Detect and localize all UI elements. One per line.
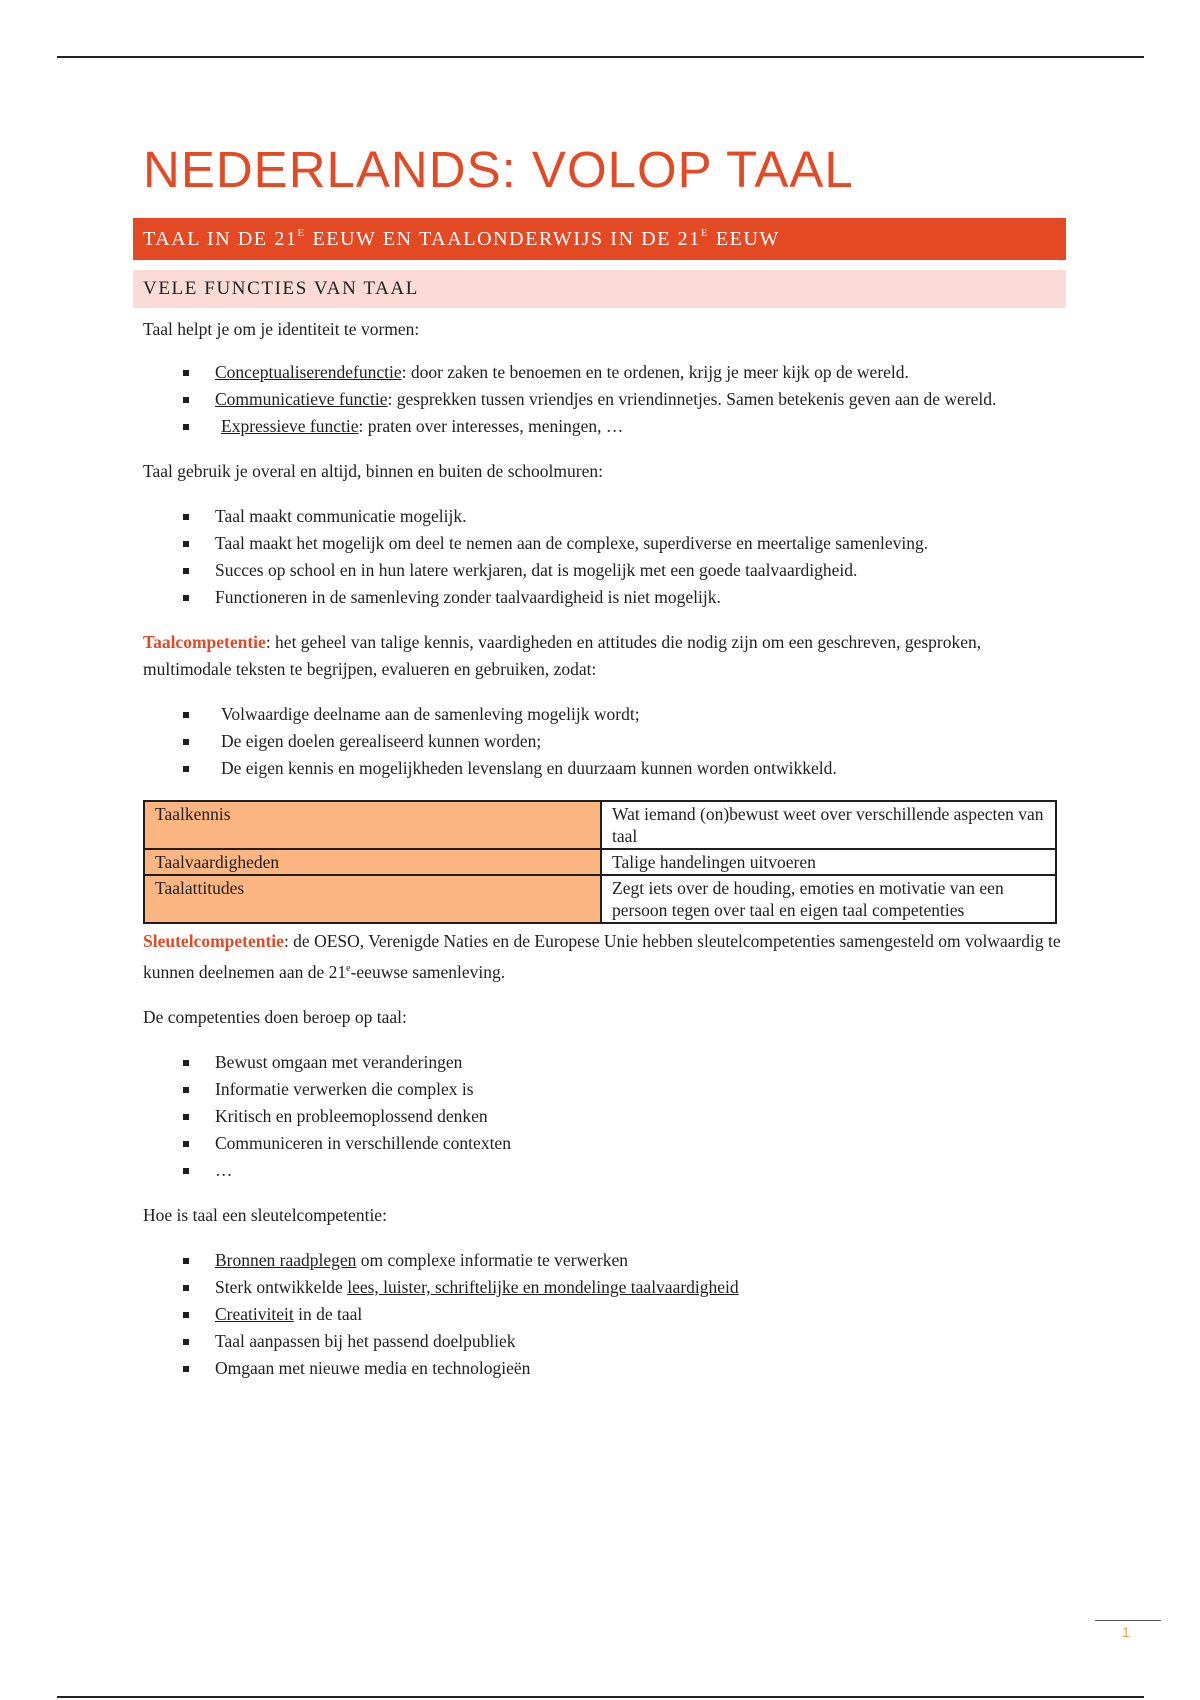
list-item: Creativiteit in de taal [133, 1301, 1066, 1328]
list-item: Taal maakt het mogelijk om deel te nemen aan de complexe, superdiverse en meertalige samenleving. [133, 530, 1066, 557]
list-item: Taal aanpassen bij het passend doelpubliek [133, 1328, 1066, 1355]
subsection-heading: VELE FUNCTIES VAN TAAL [133, 270, 1066, 308]
table-cell-description: Talige handelingen uitvoeren [601, 849, 1056, 875]
intro-usage: Taal gebruik je overal en altijd, binnen en buiten de schoolmuren: [143, 461, 603, 481]
competence-table [143, 800, 1057, 924]
list-item: De eigen doelen gerealiseerd kunnen worden; [133, 728, 1066, 755]
list-item: … [133, 1157, 1066, 1184]
list-item: Succes op school en in hun latere werkjaren, dat is mogelijk met een goede taalvaardigheid. [133, 557, 1066, 584]
list-item: Omgaan met nieuwe media en technologieën [133, 1355, 1066, 1382]
functions-list [133, 359, 1066, 440]
table-cell-term: Taalvaardigheden [144, 849, 601, 875]
goals-list [133, 701, 1066, 782]
list-item: Expressieve functie: praten over interesses, meningen, … [133, 413, 1066, 440]
table-row [144, 801, 1056, 849]
intro-identity: Taal helpt je om je identiteit te vormen: [143, 319, 420, 339]
footer-rule [57, 1696, 1144, 1698]
list-item: Conceptualiserendefunctie: door zaken te benoemen en te ordenen, krijg je meer kijk op de wereld. [133, 359, 1066, 386]
header-rule [57, 56, 1144, 58]
list-item: Taal maakt communicatie mogelijk. [133, 503, 1066, 530]
competencies-list [133, 1049, 1066, 1184]
table-cell-description: Zegt iets over de houding, emoties en motivatie van een persoon tegen over taal en eigen taal competenties [601, 875, 1056, 923]
list-item: Bronnen raadplegen om complexe informatie te verwerken [133, 1247, 1066, 1274]
table-cell-description: Wat iemand (on)bewust weet over verschillende aspecten van taal [601, 801, 1056, 849]
page-number: 1 [1122, 1624, 1130, 1640]
table-cell-term: Taalkennis [144, 801, 601, 849]
table-row [144, 875, 1056, 923]
table-row [144, 849, 1056, 875]
table-cell-term: Taalattitudes [144, 875, 601, 923]
list-item: De eigen kennis en mogelijkheden levenslang en duurzaam kunnen worden ontwikkeld. [133, 755, 1066, 782]
list-item: Informatie verwerken die complex is [133, 1076, 1066, 1103]
list-item: Kritisch en probleemoplossend denken [133, 1103, 1066, 1130]
key-items-list [133, 1247, 1066, 1382]
page-number-rule [1095, 1620, 1161, 1621]
list-item: Bewust omgaan met veranderingen [133, 1049, 1066, 1076]
uses-list [133, 503, 1066, 611]
list-item: Communiceren in verschillende contexten [133, 1130, 1066, 1157]
list-item: Sterk ontwikkelde lees, luister, schriftelijke en mondelinge taalvaardigheid [133, 1274, 1066, 1301]
list-item: Functioneren in de samenleving zonder taalvaardigheid is niet mogelijk. [133, 584, 1066, 611]
intro-key-competence: Hoe is taal een sleutelcompetentie: [143, 1204, 387, 1225]
taalcompetentie-definition: Taalcompetentie: het geheel van talige kennis, vaardigheden en attitudes die nodig zijn om een geschreven, gesproken, multimodale teksten te begrijpen, evalueren en gebruiken, zodat: [143, 632, 982, 679]
document-title: NEDERLANDS: VOLOP TAAL [143, 141, 854, 198]
section-heading: TAAL IN DE $21^E$ EEUW EN TAALONDERWIJS IN DE $21^E$ EEUW [133, 218, 1066, 260]
list-item: Communicatieve functie: gesprekken tussen vriendjes en vriendinnetjes. Samen betekenis geven aan de wereld. [133, 386, 1066, 413]
list-item: Volwaardige deelname aan de samenleving mogelijk wordt; [133, 701, 1066, 728]
intro-competencies: De competenties doen beroep op taal: [143, 1006, 407, 1027]
sleutelcompetentie-definition: Sleutelcompetentie: de OESO, Verenigde Naties en de Europese Unie hebben sleutelcompetenties samengesteld om volwaardig te kunnen deelnemen aan de 21e-eeuwse samenleving. [143, 931, 1061, 982]
document-body [133, 140, 1066, 1382]
